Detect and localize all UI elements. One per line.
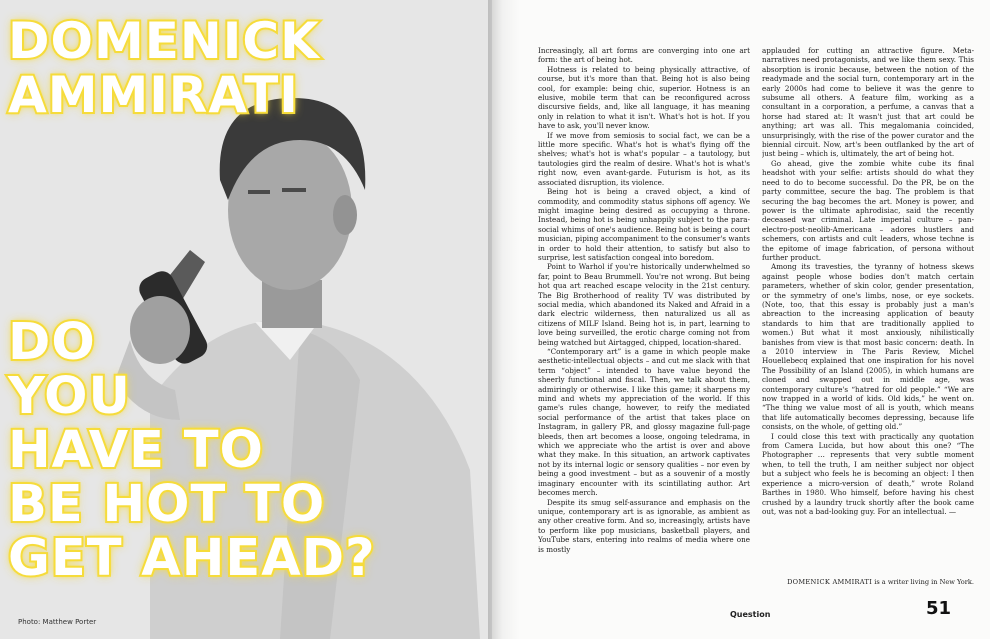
right-page [492,0,990,639]
spine-gutter [488,0,520,639]
question-line: BE HOT TO [8,475,326,534]
page-number: 51 [926,598,952,619]
paragraph: Among its travesties, the tyranny of hotness skews against people whose bodies don't match certain parameters, whether of skin color, gender presentation, or the symmetry of one's limbs, nose, or eye sockets. (Note, too, that this essay is probably just a man's abreaction to the increasing application of beauty standards to him that are traditionally applied to women.) But what it most anxiously, nihilistically banishes from view is that most basic concern: death. In a 2010 interview in The Paris Review, Michel Houellebecq explained that one inspiration for his novel The Possibility of an Island (2005), in which humans are cloned and swapped out in middle age, was contemporary culture's “hatred for old people.” “We are now trapped in a world of kids. Old kids,” he went on. “The thing we value most of all is youth, which means that life automatically becomes depressing, because life consists, on the whole, of getting old.” [762,262,974,432]
author-name-line: AMMIRATI [8,66,299,124]
bio-text: is a writer living in New York. [872,578,974,586]
paragraph: applauded for cutting an attractive figure. Meta-narratives need protagonists, and we like them sexy. This absorption is ironic because, between the notion of the readymade and the social turn, contemporary art in the early 2000s had come to believe it was the genre to subsume all others. A feature film, working as a consultant in a corporation, a perfume, a canvas that a horse had stared at: It wasn't just that art could be anything; art was all. This megalomania coincided, unsurprisingly, with the rise of the power curator and the biennial circuit. Now, art's been outflanked by the art of just being – which is, ultimately, the art of being hot. [762,46,974,159]
section-label: Question [730,610,771,619]
author-name-headline [8,14,320,122]
question-line: HAVE TO [8,421,264,480]
bio-author-name: DOMENICK AMMIRATI [787,578,873,586]
paragraph: Despite its smug self-assurance and emphasis on the unique, contemporary art is as ignorable, as ambient as any other creative form. And so, increasingly, artists have to perform like pop musicians, basketball players, and YouTube stars, entering into realms of media where one is mostly [538,497,750,554]
question-line: DO [8,313,96,372]
paragraph: “Contemporary art” is a game in which people make aesthetic-intellectual objects – and cut me slack with that term “object” – intended to have value beyond the sheerly functional and fiscal. Then, we talk about them, admiringly or otherwise. I like this game; it sharpens my mind and whets my appreciation of the world. If this game's rules change, however, to reify the mediated social performance of the artist that takes place on Instagram, in gallery PR, and glossy magazine full-page bleeds, then art becomes a loose, ongoing teledrama, in which we appreciate who the artist is over and above what they make. In this situation, an artwork captivates not by its internal logic or sensory qualities – nor even by being a good investment – but as a souvenir of a mostly imaginary encounter with its scintillating author. Art becomes merch. [538,347,750,498]
paragraph: Being hot is being a craved object, a kind of commodity, and commodity status siphons off agency. We might imagine being desired as occupying a throne. Instead, being hot is being unhappily subject to the para-social whims of one's audience. Being hot is being a court musician, piping accompaniment to the consumer's wants in order to hold their attention, to satisfy but also to surprise, lest satisfaction congeal into boredom. [538,187,750,262]
paragraph: Point to Warhol if you're historically underwhelmed so far, point to Beau Brummell. You're not wrong. But being hot qua art reached escape velocity in the 21st century. The Big Brotherhood of reality TV was distributed by social media, which abandoned its Naked and Afraid in a dark electric wilderness, then naturalized us all as citizens of MILF Island. Being hot is, in part, learning to love being surveilled, the erotic charge coming not from being watched but Airtagged, chipped, location-shared. [538,262,750,347]
article-column-2 [762,46,974,594]
author-name-line: DOMENICK [8,12,320,70]
paragraph: If we move from semiosis to social fact, we can be a little more specific. What's hot is what's flying off the shelves; what's hot is what's popular – a tautology, but tautologies gird the realm of desire. What's hot is what's right now, even avant-garde. Futurism is hot, as its associated disruption, its violence. [538,130,750,187]
paragraph: Increasingly, all art forms are converging into one art form: the art of being hot. [538,46,750,65]
question-line: GET AHEAD? [8,529,376,588]
paragraph: Hotness is related to being physically attractive, of course, but it's more than that. Being hot is also being cool, for example: being chic, superior. Hotness is an elusive, mobile term that can be reconfigured across discursive fields, and, like all language, it has meaning only in relation to what it isn't. What's hot is hot. If you have to ask, you'll never know. [538,64,750,131]
article-column-1 [538,46,750,594]
left-page [0,0,492,639]
question-line: YOU [8,367,131,426]
photo-credit: Photo: Matthew Porter [18,618,97,626]
question-headline [8,313,376,588]
paragraph: Go ahead, give the zombie white cube its final headshot with your selfie: artists should do what they need to do to become successful. Do the PR, be on the party committee, secure the bag. The problem is that securing the bag becomes the art. Money is power, and power is the ultimate aphrodisiac, said the recently deceased war criminal. Late imperial culture – pan-electro-post-neolib-Americana – adores hustlers and schemers, con artists and cult leaders, whose techne is the epitome of image fabrication, of persona without further product. [762,158,974,262]
author-bio [762,578,974,586]
paragraph: I could close this text with practically any quotation from Camera Lucida, but how about this one? “The Photographer … represents that very subtle moment when, to tell the truth, I am neither subject nor object but a subject who feels he is becoming an object: I then experience a micro-version of death,” wrote Roland Barthes in 1980. Who himself, before having his chest crushed by a laundry truck shortly after the book came out, was not a bad-looking guy. For an intellectual. — [762,431,974,516]
